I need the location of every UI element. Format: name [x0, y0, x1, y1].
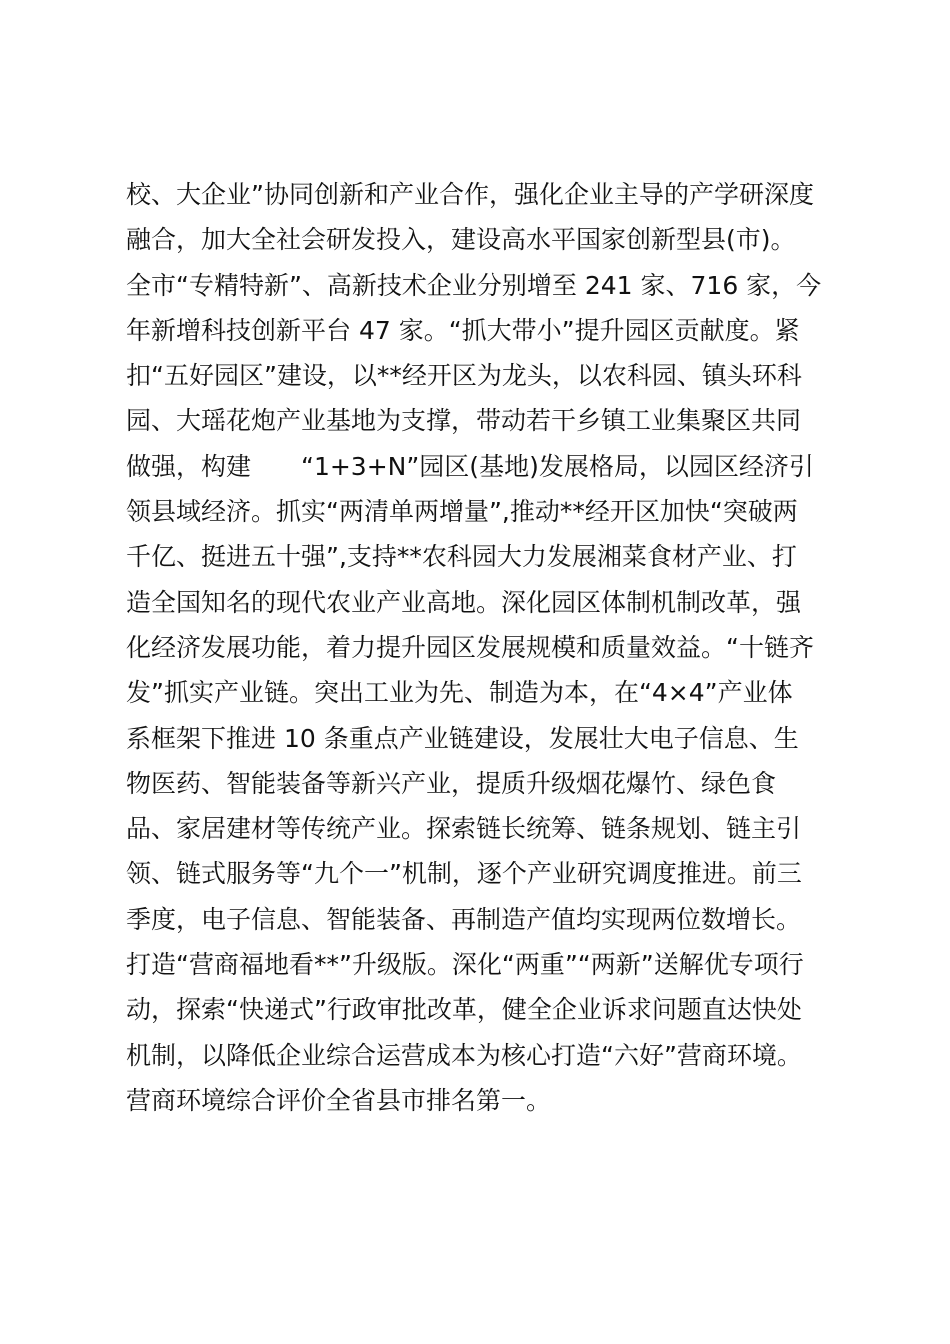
text-line: 做强，构建 “1+3+N”园区(基地)发展格局，以园区经济引 [126, 451, 814, 481]
text-line: 品、家居建材等传统产业。探索链长统筹、链条规划、链主引 [126, 814, 802, 844]
body-paragraph [126, 172, 836, 1123]
text-line: 校、大企业”协同创新和产业合作，强化企业主导的产学研深度 [126, 180, 814, 209]
text-line: 融合，加大全社会研发投入，建设高水平国家创新型县(市)。 [126, 225, 796, 255]
text-line: 发”抓实产业链。突出工业为先、制造为本，在“4×4”产业体 [126, 678, 793, 708]
text-line: 动，探索“快递式”行政审批改革，健全企业诉求问题直达快处 [126, 995, 802, 1025]
text-line: 物医药、智能装备等新兴产业，提质升级烟花爆竹、绿色食 [126, 768, 777, 798]
text-line: 机制，以降低企业综合运营成本为核心打造“六好”营商环境。 [126, 1040, 802, 1070]
text-line: 打造“营商福地看**”升级版。深化“两重”“两新”送解优专项行 [126, 950, 804, 980]
text-line: 领县域经济。抓实“两清单两增量”,推动**经开区加快“突破两 [126, 497, 798, 527]
text-line: 化经济发展功能，着力提升园区发展规模和质量效益。“十链齐 [126, 632, 814, 662]
text-line: 营商环境综合评价全省县市排名第一。 [126, 1085, 552, 1115]
text-line: 造全国知名的现代农业产业高地。深化园区体制机制改革，强 [126, 587, 802, 617]
text-line: 领、链式服务等“九个一”机制，逐个产业研究调度推进。前三 [126, 859, 802, 889]
text-line: 千亿、挺进五十强”,支持**农科园大力发展湘菜食材产业、打 [126, 542, 797, 572]
text-line: 园、大瑶花炮产业基地为支撑，带动若干乡镇工业集聚区共同 [126, 406, 802, 436]
text-line: 系框架下推进 10 条重点产业链建设，发展壮大电子信息、生 [126, 723, 799, 753]
text-line: 扣“五好园区”建设，以**经开区为龙头，以农科园、镇头环科 [126, 361, 802, 391]
text-line: 年新增科技创新平台 47 家。“抓大带小”提升园区贡献度。紧 [126, 315, 800, 345]
text-line: 全市“专精特新”、高新技术企业分别增至 241 家、716 家，今 [126, 270, 822, 300]
text-line: 季度，电子信息、智能装备、再制造产值均实现两位数增长。 [126, 904, 802, 934]
